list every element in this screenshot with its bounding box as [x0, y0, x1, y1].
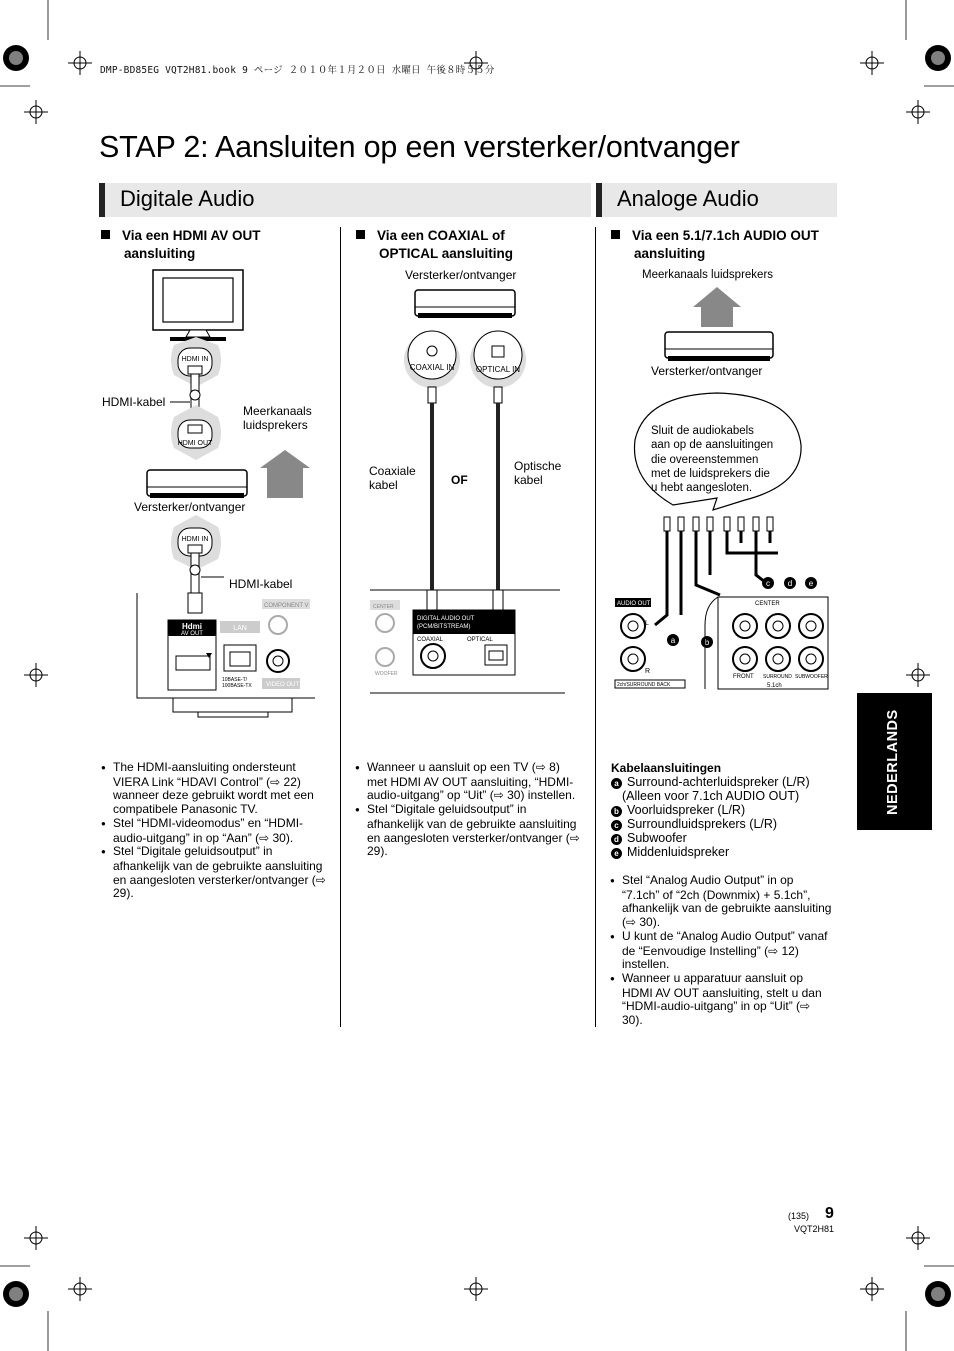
analog-notes [610, 874, 832, 1028]
optical-cable-label: Optische kabel [514, 459, 562, 487]
hdmi-logo: Hdmi [182, 622, 202, 631]
list-item: (Alleen voor 7.1ch AUDIO OUT) [622, 789, 800, 803]
cable-list [611, 761, 836, 859]
svg-text:(PCM/BITSTREAM): (PCM/BITSTREAM) [417, 624, 471, 630]
svg-text:c: c [766, 579, 770, 588]
column-divider [340, 227, 341, 1027]
tv-icon [153, 270, 243, 341]
hdmi-heading: Via een HDMI AV OUT aansluiting [101, 227, 261, 263]
hdmi-cable-label-2: HDMI-kabel [229, 577, 293, 591]
receiver-icon [147, 470, 247, 498]
model-code: VQT2H81 [794, 1224, 835, 1234]
column-divider [595, 227, 596, 1027]
coaxial-optical-diagram [365, 285, 570, 700]
svg-text:DIGITAL AUDIO OUT: DIGITAL AUDIO OUT [417, 616, 475, 622]
receiver-icon [665, 332, 773, 361]
coaxial-in-label: COAXIAL IN [409, 363, 455, 372]
list-item: d Subwoofer [611, 831, 836, 845]
list-item: ● Stel “HDMI-videomodus” en “HDMI-audio-uitgang” in op “Aan” (⇨ 30). [101, 817, 326, 845]
book-header-line: DMP-BD85EG VQT2H81.book 9 ページ ２０１０年１月２０日 水曜日 午後８時５５分 [100, 65, 495, 76]
optical-in-label: OPTICAL IN [475, 365, 521, 374]
page-title: STAP 2: Aansluiten op een versterker/ontvanger [99, 130, 740, 164]
cable-list-heading: Kabelaansluitingen [611, 761, 722, 775]
svg-text:10BASE-T/: 10BASE-T/ [222, 677, 248, 683]
svg-text:CENTER: CENTER [755, 601, 780, 607]
svg-text:5.1ch: 5.1ch [767, 683, 782, 689]
or-label: OF [451, 473, 468, 487]
list-item: c Surroundluidsprekers (L/R) [611, 817, 836, 831]
svg-text:AUDIO OUT: AUDIO OUT [617, 601, 651, 607]
svg-text:CENTER: CENTER [373, 604, 394, 610]
svg-text:SUBWOOFER: SUBWOOFER [795, 674, 828, 680]
svg-text:d: d [787, 579, 793, 588]
list-item: a Surround-achterluidspreker (L/R) [611, 775, 836, 789]
player-rear-panel [370, 600, 565, 693]
page-number: 9 [825, 1205, 834, 1222]
hdmi-in-label: HDMI IN [181, 356, 209, 363]
list-item: ● Wanneer u apparatuur aansluit op HDMI AV OUT aansluiting, stelt u dan “HDMI-audio-uitgang” in op “Uit” (⇨ 30). [610, 972, 832, 1028]
hdmi-in-label-2: HDMI IN [181, 536, 209, 543]
section-band-digital [99, 183, 591, 217]
receiver-label: Versterker/ontvanger [134, 500, 246, 514]
svg-text:100BASE-TX: 100BASE-TX [222, 683, 252, 689]
coaxial-notes [355, 761, 580, 859]
player-rear-panel [137, 593, 315, 717]
list-item: ● Stel “Digitale geluidsoutput” in afhankelijk van de gebruikte aansluiting en aangesloten versterker/ontvanger (⇨ 29). [355, 803, 580, 859]
list-item: ● Stel “Digitale geluidsoutput” in afhankelijk van de gebruikte aansluiting en aangesloten versterker/ontvanger (⇨ 29). [101, 845, 326, 901]
speakers-label: Meerkanaals luidsprekers [243, 404, 312, 432]
language-tab-label: NEDERLANDS [885, 709, 901, 815]
svg-text:COMPONENT V: COMPONENT V [264, 603, 309, 609]
svg-text:L: L [645, 620, 649, 627]
svg-text:COAXIAL: COAXIAL [417, 637, 444, 643]
svg-text:R: R [645, 668, 651, 675]
svg-text:LAN: LAN [233, 625, 247, 632]
svg-text:WOOFER: WOOFER [375, 671, 398, 677]
section-title-digital: Digitale Audio [120, 186, 255, 211]
svg-text:e: e [808, 579, 814, 588]
list-item: e Middenluidspreker [611, 845, 836, 859]
callout-text: Sluit de audiokabels aan op de aansluitingen die overeenstemmen met de luidsprekers die u hebt aangesloten. [651, 425, 774, 495]
hdmi-out-label: HDMI OUT [177, 440, 213, 447]
svg-text:a: a [670, 636, 676, 645]
list-item: ● Wanneer u aansluit op een TV (⇨ 8) met HDMI AV OUT aansluiting, “HDMI-audio-uitgang” op “Uit” (⇨ 30) instellen. [355, 761, 580, 803]
list-item: ● Stel “Analog Audio Output” in op “7.1ch” of “2ch (Downmix) + 5.1ch”, afhankelijk van de gebruikte aansluiting (⇨ 30). [610, 874, 832, 930]
svg-text:SURROUND: SURROUND [763, 674, 792, 680]
svg-text:OPTICAL: OPTICAL [467, 637, 493, 643]
receiver-icon [415, 290, 515, 318]
svg-text:2ch/SURROUND BACK: 2ch/SURROUND BACK [617, 682, 671, 688]
section-title-analog: Analoge Audio [617, 186, 759, 211]
coaxial-cable-label: Coaxiale kabel [369, 464, 416, 492]
speaker-arrow-icon [693, 287, 741, 327]
svg-text:VIDEO OUT: VIDEO OUT [266, 682, 300, 688]
hdmi-cable-label-1: HDMI-kabel [102, 395, 166, 409]
analog-heading: Via een 5.1/7.1ch AUDIO OUT aansluiting [611, 227, 819, 263]
rca-plugs [664, 517, 773, 531]
list-item: ● U kunt de “Analog Audio Output” vanaf de “Eenvoudige Instelling” (⇨ 12) instellen. [610, 930, 832, 972]
page-reference: (135) [788, 1211, 810, 1221]
list-item: b Voorluidspreker (L/R) [611, 803, 836, 817]
svg-text:AV OUT: AV OUT [181, 631, 203, 637]
speakers-label: Meerkanaals luidsprekers [642, 269, 774, 281]
player-rear-panel [615, 597, 828, 689]
section-band-analog [596, 183, 837, 217]
receiver-label: Versterker/ontvanger [405, 268, 517, 282]
hdmi-notes [101, 761, 326, 901]
receiver-label: Versterker/ontvanger [651, 364, 763, 378]
coaxial-heading: Via een COAXIAL of OPTICAL aansluiting [356, 227, 513, 263]
svg-text:FRONT: FRONT [733, 674, 754, 680]
hdmi-connection-diagram [100, 265, 330, 720]
language-side-tab [857, 693, 932, 830]
list-item: ● The HDMI-aansluiting ondersteunt VIERA Link “HDAVI Control” (⇨ 22) wanneer deze gebruikt wordt met een compatibele Panasonic TV. [101, 761, 326, 817]
svg-text:b: b [704, 638, 710, 647]
speaker-arrow-icon [260, 450, 310, 498]
